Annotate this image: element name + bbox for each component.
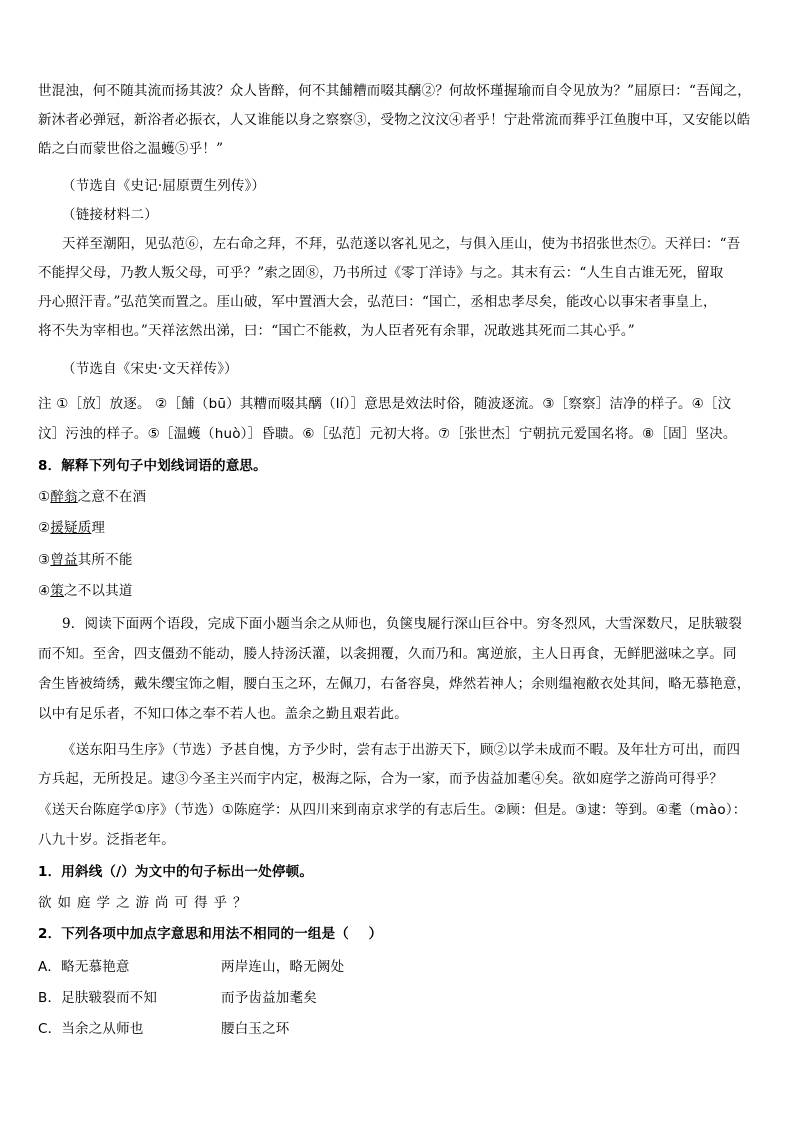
- q8-item-4: ④策之不以其道: [38, 583, 133, 599]
- sub1-sentence: 欲如庭学之游尚可得乎？: [38, 895, 253, 911]
- passage1-line-2: 新沐者必弹冠，新浴者必振衣，人又谁能以身之察察③，受物之汶汶④者乎！宁赴常流而葬乎江鱼腹中耳，又安能以皓: [38, 112, 751, 128]
- passage1-line-1: 世混浊，何不随其流而扬其波？众人皆醉，何不其餔糟而啜其醨②？何故怀瑾握瑜而自令见放为？”屈原曰：“吾闻之，: [38, 83, 751, 99]
- q8-stem: 8．解释下列句子中划线词语的意思。: [38, 458, 267, 474]
- passage2-line-2: 不能捍父母，乃教人叛父母，可乎？”索之固⑧，乃书所过《零丁洋诗》与之。其末有云：“人生自古谁无死，留取: [38, 265, 724, 281]
- sub2-stem: 2．下列各项中加点字意思和用法不相同的一组是（ ）: [38, 926, 383, 942]
- q9-line-3: 舍生皆被绮绣，戴朱缨宝饰之帽，腰白玉之环，左佩刀，右备容臭，烨然若神人；余则缊袍敝衣处其间，略无慕艳意，: [38, 676, 751, 692]
- q9-line-4: 以中有足乐者，不知口体之奉不若人也。盖余之勤且艰若此。: [38, 706, 408, 722]
- sub2-option-a: A．略无慕艳意 两岸连山，略无阙处: [38, 959, 345, 975]
- q8-item-1: ①醉翁之意不在酒: [38, 489, 147, 505]
- passage2-line-3: 丹心照汗青。”弘范笑而置之。厓山破，军中置酒大会，弘范曰：“国亡，丞相忠孝尽矣，能改心以事宋者事皇上，: [38, 294, 717, 310]
- passage2-line-1: 天祥至潮阳，见弘范⑥，左右命之拜，不拜，弘范遂以客礼见之，与俱入厓山，使为书招张世杰⑦。天祥曰：“吾: [62, 236, 741, 252]
- q9-notes-line-1: 《送天台陈庭学①序》（节选）①陈庭学：从四川来到南京求学的有志后生。②顾：但是。③逮：等到。④耄（mào）：: [38, 802, 747, 818]
- q9-line-2: 而不知。至舍，四支僵劲不能动，媵人持汤沃灌，以衾拥覆，久而乃和。寓逆旅，主人日再食，无鲜肥滋味之享。同: [38, 646, 737, 662]
- q9-para2-line-1: 《送东阳马生序》（节选）予甚自愧，方予少时，尝有志于出游天下，顾②以学未成而不暇。及年壮方可出，而四: [62, 742, 741, 758]
- q8-item-3: ③曾益其所不能: [38, 552, 133, 568]
- q9-line-1: 9．阅读下面两个语段，完成下面小题当余之从师也，负箧曳屣行深山巨谷中。穷冬烈风，大雪深数尺，足肤皲裂: [62, 616, 743, 632]
- passage2-heading: （链接材料二）: [62, 207, 158, 223]
- q9-notes-line-2: 八九十岁。泛指老年。: [38, 832, 175, 848]
- notes-line-2: 汶］污浊的样子。⑤［温蠖（huò）］昏聩。⑥［弘范］元初大将。⑦［张世杰］宁朝抗元爱国名将。⑧［固］坚决。: [38, 426, 737, 442]
- q8-item-2: ②援疑质理: [38, 520, 106, 536]
- q9-para2-line-2: 方兵起，无所投足。逮③今圣主兴而宇内定，极海之际，合为一家，而予齿益加耄④矣。欲如庭学之游尚可得乎？: [38, 771, 723, 787]
- notes-line-1: 注 ①［放］放逐。 ②［餔（bū）其糟而啜其醨（lí）］意思是效法时俗，随波逐流。③［察察］洁净的样子。④［汶: [38, 396, 732, 412]
- sub1-stem: 1．用斜线（/）为文中的句子标出一处停顿。: [38, 864, 314, 880]
- passage1-line-3: 皓之白而蒙世俗之温蠖⑤乎！”: [38, 141, 224, 157]
- sub2-option-b: B．足肤皲裂而不知 而予齿益加耄矣: [38, 990, 317, 1006]
- sub2-option-c: C．当余之从师也 腰白玉之环: [38, 1021, 290, 1037]
- passage2-source: （节选自《宋史·文天祥传》）: [62, 361, 238, 377]
- passage2-line-4: 将不失为宰相也。”天祥泫然出涕，曰：“国亡不能救，为人臣者死有余罪，况敢逃其死而二其心乎。”: [38, 323, 635, 339]
- passage1-source: （节选自《史记·屈原贾生列传》）: [62, 178, 266, 194]
